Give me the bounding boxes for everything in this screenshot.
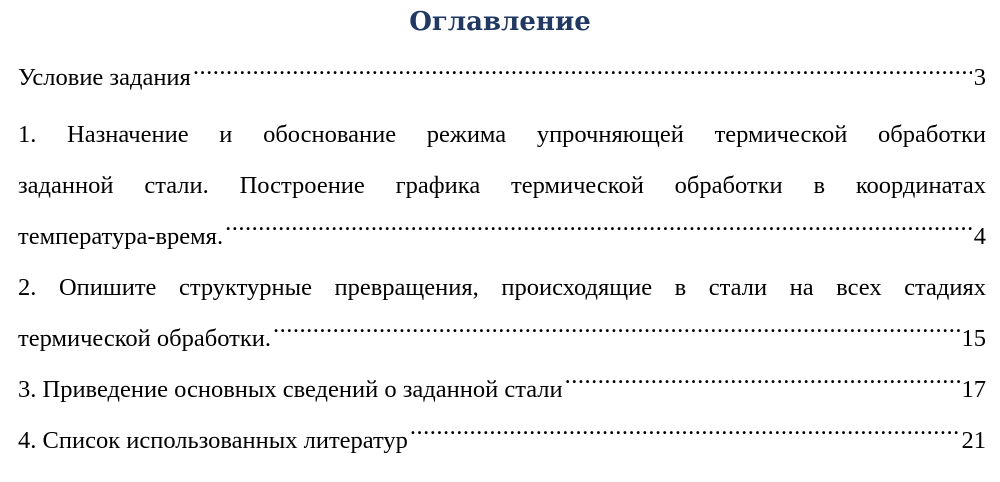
toc-entry-title-line: заданной стали. Построение графика термической обработки в координатах: [18, 172, 986, 199]
toc-entry-line: [18, 415, 986, 466]
toc-leader-dots: [565, 373, 960, 398]
toc-entry-line: [18, 56, 986, 100]
toc-entry-line: [18, 211, 986, 262]
toc-entry-title: 4. Список использованных литератур: [18, 427, 408, 454]
toc-page-number: 17: [961, 376, 986, 403]
toc-entry-title: Условие задания: [18, 64, 191, 91]
toc-entry-title-line: 2. Опишите структурные превращения, происходящие в стали на всех стадиях: [18, 274, 986, 301]
toc-leader-dots: [273, 322, 960, 347]
toc-list: [18, 56, 986, 466]
toc-entry-title: 3. Приведение основных сведений о заданной стали: [18, 376, 563, 403]
toc-entry-3[interactable]: [18, 364, 986, 415]
toc-page-number: 21: [961, 427, 986, 454]
toc-entry-line: [18, 364, 986, 415]
toc-entry-task[interactable]: [18, 56, 986, 100]
toc-page-number: 4: [973, 223, 986, 250]
toc-leader-dots: [225, 220, 972, 245]
toc-heading: Оглавление: [409, 7, 591, 37]
toc-entry-2[interactable]: [18, 262, 986, 364]
toc-entry-1[interactable]: [18, 109, 986, 262]
toc-entry-title-line: 1. Назначение и обоснование режима упрочняющей термической обработки: [18, 121, 986, 148]
toc-entry-title: температура-время.: [18, 223, 224, 250]
toc-page-number: 3: [973, 64, 986, 91]
toc-entry-line: [18, 313, 986, 364]
toc-leader-dots: [193, 61, 972, 86]
toc-entry-title: термической обработки.: [18, 325, 271, 352]
toc-entry-4[interactable]: [18, 415, 986, 466]
toc-leader-dots: [410, 424, 960, 449]
toc-page-number: 15: [961, 325, 986, 352]
